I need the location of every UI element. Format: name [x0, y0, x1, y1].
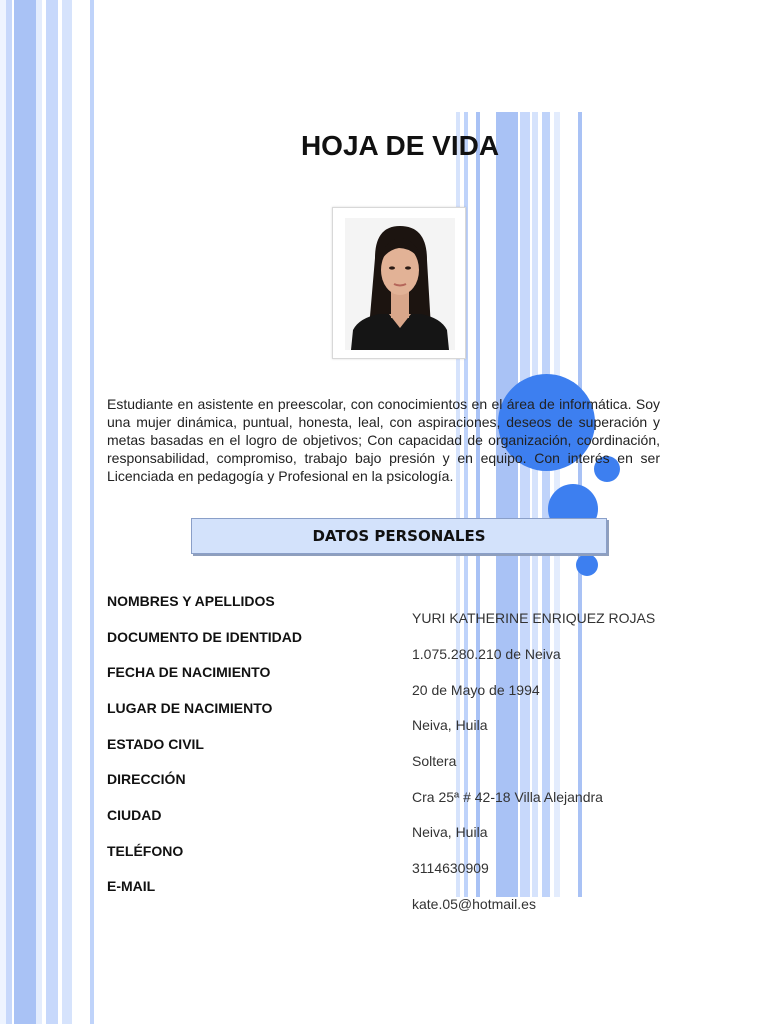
field-value-documento: 1.075.280.210 de Neiva: [412, 646, 561, 662]
profile-summary: Estudiante en asistente en preescolar, con conocimientos en el área de informática. Soy una mujer dinámica, puntual, honesta, leal, con aspiraciones, deseos de superación y metas basadas en el logro de objetivos; Con capacidad de organización, coordinación, responsabilidad, compromiso, trabajo bajo presión y en equipo. Con interés en ser Licenciada en pedagogía y Profesional en la psicología.: [107, 396, 660, 484]
field-label-fecha-nacimiento: FECHA DE NACIMIENTO: [107, 664, 271, 680]
field-value-telefono: 3114630909: [412, 860, 489, 876]
field-label-direccion: DIRECCIÓN: [107, 771, 186, 787]
portrait-image: [345, 218, 455, 350]
field-value-direccion: Cra 25ª # 42-18 Villa Alejandra: [412, 789, 603, 805]
field-value-nombres: YURI KATHERINE ENRIQUEZ ROJAS: [412, 610, 656, 626]
decorative-circle-tiny: [576, 554, 598, 576]
field-label-documento: DOCUMENTO DE IDENTIDAD: [107, 629, 302, 645]
field-value-email: kate.05@hotmail.es: [412, 896, 536, 912]
field-label-nombres: NOMBRES Y APELLIDOS: [107, 593, 275, 609]
field-value-estado-civil: Soltera: [412, 753, 457, 769]
field-value-lugar-nacimiento: Neiva, Huila: [412, 717, 488, 733]
field-label-telefono: TELÉFONO: [107, 843, 184, 859]
profile-photo: [332, 207, 466, 359]
section-header-datos-personales: DATOS PERSONALES: [191, 518, 607, 554]
field-label-email: E-MAIL: [107, 878, 156, 894]
field-value-ciudad: Neiva, Huila: [412, 824, 488, 840]
field-value-fecha-nacimiento: 20 de Mayo de 1994: [412, 682, 540, 698]
field-label-estado-civil: ESTADO CIVIL: [107, 736, 204, 752]
field-label-lugar-nacimiento: LUGAR DE NACIMIENTO: [107, 700, 273, 716]
page-title: HOJA DE VIDA: [300, 130, 500, 161]
field-label-ciudad: CIUDAD: [107, 807, 162, 823]
